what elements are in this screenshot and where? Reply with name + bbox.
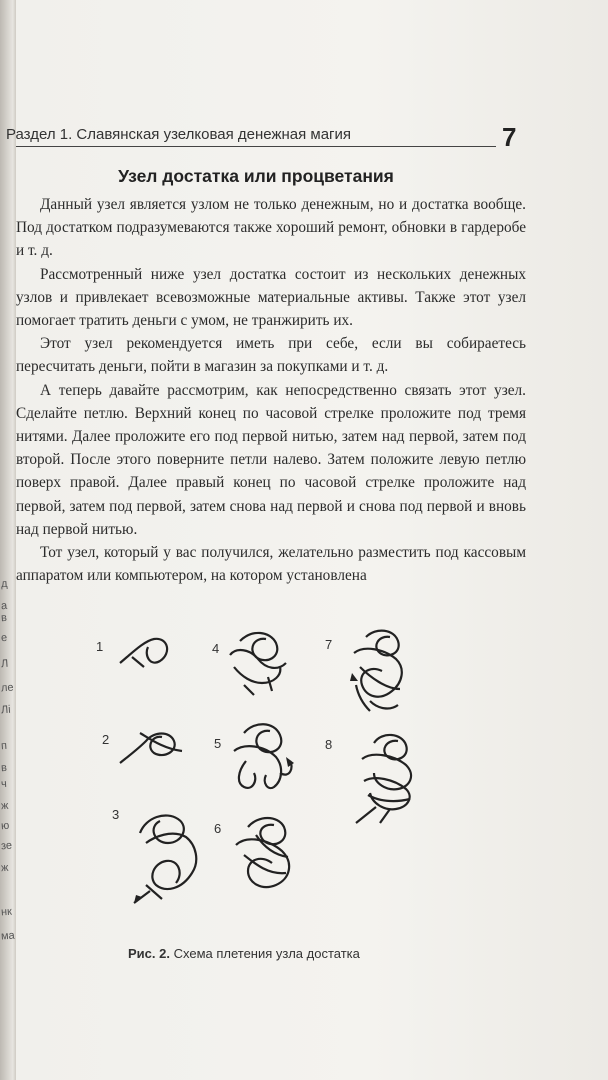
step-number: 2 bbox=[102, 732, 110, 747]
knot-step-1 bbox=[110, 631, 180, 673]
left-page-fragment: е bbox=[0, 631, 8, 645]
paragraph: Этот узел рекомендуется иметь при себе, если вы собираетесь пересчитать деньги, пойти в магазин за покупками и т. д. bbox=[16, 335, 526, 376]
paragraph: Тот узел, который у вас получился, желательно разместить под кассовым аппаратом или компьютером, на котором установлена bbox=[16, 544, 526, 585]
knot-step-7 bbox=[340, 627, 416, 719]
left-page-fragment: а bbox=[0, 599, 8, 613]
running-head bbox=[6, 124, 496, 147]
left-page-fragment: зе bbox=[0, 839, 13, 853]
left-page-fragment: в bbox=[0, 761, 8, 775]
paragraph: Рассмотренный ниже узел достатка состоит из нескольких денежных узлов и привлекает всевозможные материальные активы. Также этот узел помогает тратить деньги с умом, не транжирить их. bbox=[16, 265, 526, 330]
left-page-fragment: ле bbox=[0, 681, 14, 695]
left-page-fragment: Л bbox=[0, 657, 9, 671]
step-number: 1 bbox=[96, 639, 104, 654]
step-number: 5 bbox=[214, 736, 222, 751]
step-number: 6 bbox=[214, 821, 222, 836]
left-page-fragment: Лі bbox=[0, 703, 12, 717]
page-number: 7 bbox=[502, 122, 517, 152]
figure-caption-label: Рис. 2. bbox=[128, 946, 170, 961]
step-number: 8 bbox=[325, 737, 333, 752]
left-page-fragment: нк bbox=[0, 905, 13, 919]
knot-step-5 bbox=[224, 721, 298, 801]
paragraph: Данный узел является узлом не только денежным, но и достатка вообще. Под достатком подразумеваются также хороший ремонт, обновки в гардеробе и т. д. bbox=[16, 196, 526, 260]
knot-step-4 bbox=[222, 627, 294, 701]
step-number: 3 bbox=[112, 807, 120, 822]
figure-caption bbox=[128, 946, 528, 961]
left-page-fragment: ю bbox=[0, 819, 10, 833]
left-page-fragment: в bbox=[0, 611, 8, 625]
step-number: 4 bbox=[212, 641, 220, 656]
knot-step-6 bbox=[228, 815, 304, 895]
knot-step-3 bbox=[126, 803, 206, 913]
step-number: 7 bbox=[325, 637, 333, 652]
body-text bbox=[16, 193, 526, 587]
figure-caption-text: Схема плетения узла достатка bbox=[173, 946, 360, 961]
section-title: Узел достатка или процветания bbox=[118, 166, 394, 186]
left-page-fragment: ж bbox=[0, 861, 9, 875]
left-page-fragment: ч bbox=[0, 777, 8, 791]
paragraph: А теперь давайте рассмотрим, как непосредственно связать этот узел. Сделайте петлю. Верхний конец по часовой стрелке проложите под тремя нитями. Далее проложите его под первой нитью, затем над первой, затем под второй. После этого поверните петли налево. Затем положите левую петлю поверх правой. Далее правый конец по часовой стрелке проложите над первой, затем под первой, затем снова над первой и снова под первой и вновь над первой нитью. bbox=[16, 381, 526, 538]
adjacent-page-edge bbox=[0, 0, 16, 1080]
left-page-fragment: п bbox=[0, 739, 8, 753]
knot-step-2 bbox=[116, 723, 186, 769]
running-head-title: Раздел 1. Славянская узелковая денежная магия bbox=[6, 126, 352, 143]
left-page-fragment: ма bbox=[0, 929, 16, 943]
knot-diagram bbox=[96, 625, 466, 925]
left-page-fragment: д bbox=[0, 577, 8, 591]
left-page-fragment: ж bbox=[0, 799, 9, 813]
knot-step-8 bbox=[350, 731, 426, 827]
